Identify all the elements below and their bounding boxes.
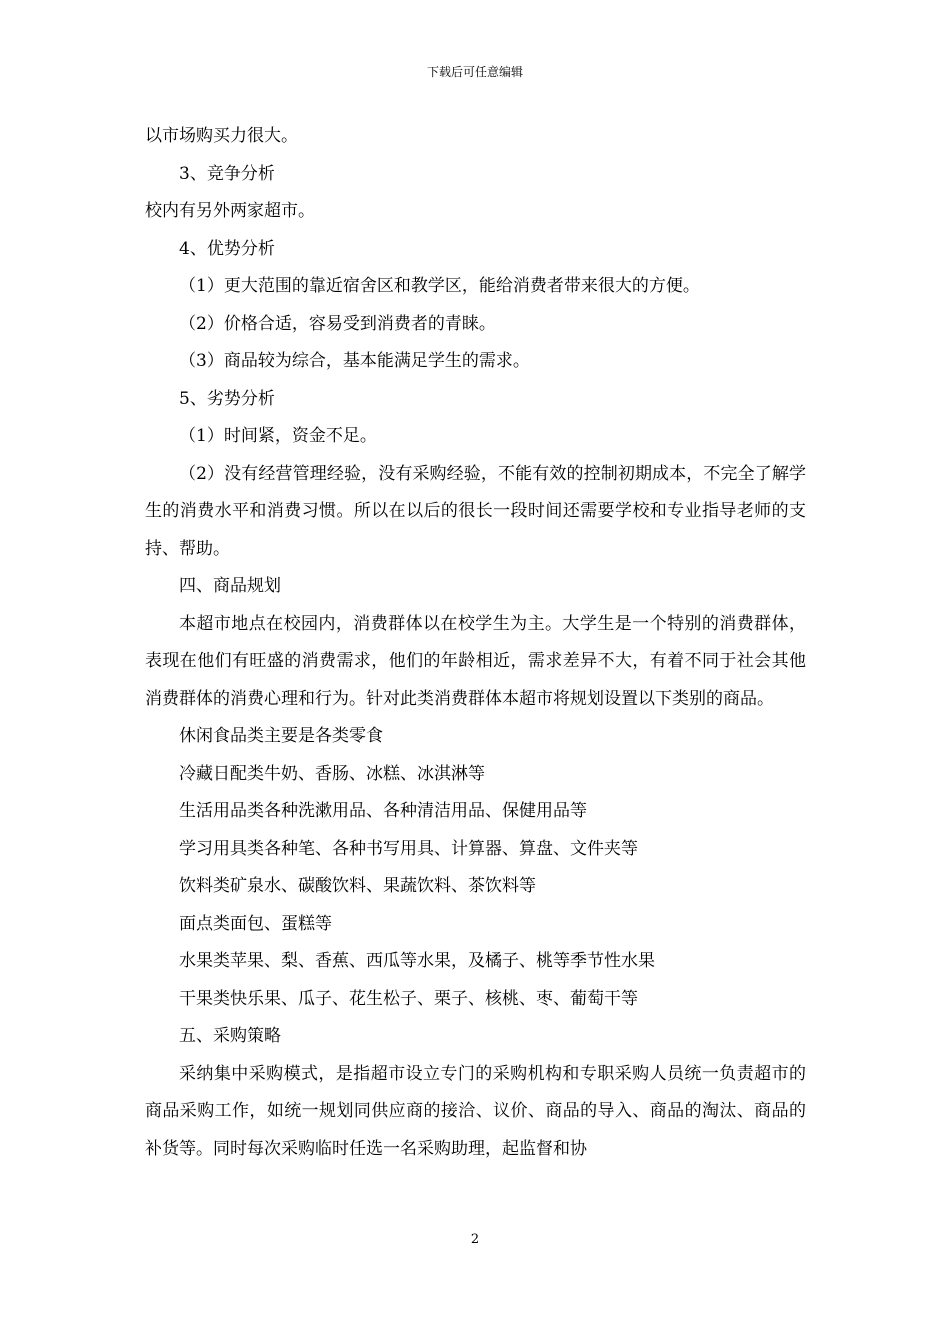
section-heading: 5、劣势分析	[179, 388, 275, 409]
list-item: 干果类快乐果、瓜子、花生松子、栗子、核桃、枣、葡萄干等	[179, 988, 638, 1009]
list-item: 冷藏日配类牛奶、香肠、冰糕、冰淇淋等	[179, 763, 485, 784]
list-item: 面点类面包、蛋糕等	[179, 913, 332, 934]
list-item: （2）价格合适，容易受到消费者的青睐。	[179, 313, 496, 334]
list-item: 学习用具类各种笔、各种书写用具、计算器、算盘、文件夹等	[179, 838, 638, 859]
section-heading: 五、采购策略	[179, 1026, 281, 1046]
list-item: （2）没有经营管理经验，没有采购经验，不能有效的控制初期成本，不完全了解学生的消费水平和消费习惯。所以在以后的很长一段时间还需要学校和专业指导老师的支持、帮助。	[145, 463, 806, 559]
paragraph: 采纳集中采购模式，是指超市设立专门的采购机构和专职采购人员统一负责超市的商品采购工作，如统一规划同供应商的接洽、议价、商品的导入、商品的淘汰、商品的补货等。同时每次采购临时任选一名采购助理，起监督和协	[145, 1063, 806, 1159]
page-number: 2	[470, 1232, 480, 1247]
list-item: 生活用品类各种洗漱用品、各种清洁用品、保健用品等	[179, 801, 587, 821]
page-header: 下载后可任意编辑	[426, 65, 523, 79]
list-item: （1）更大范围的靠近宿舍区和教学区，能给消费者带来很大的方便。	[179, 276, 700, 296]
section-heading: 4、优势分析	[179, 238, 275, 259]
list-item: 水果类苹果、梨、香蕉、西瓜等水果，及橘子、桃等季节性水果	[179, 951, 655, 971]
paragraph: 以市场购买力很大。	[145, 126, 298, 146]
list-item: 休闲食品类主要是各类零食	[179, 726, 383, 746]
document-body	[145, 118, 806, 1168]
list-item: （3）商品较为综合，基本能满足学生的需求。	[179, 351, 530, 371]
section-heading: 3、竞争分析	[179, 163, 275, 184]
paragraph: 校内有另外两家超市。	[145, 201, 315, 221]
list-item: （1）时间紧，资金不足。	[179, 426, 377, 446]
paragraph: 本超市地点在校园内，消费群体以在校学生为主。大学生是一个特别的消费群体，表现在他们有旺盛的消费需求，他们的年龄相近，需求差异不大，有着不同于社会其他消费群体的消费心理和行为。针对此类消费群体本超市将规划设置以下类别的商品。	[145, 613, 806, 709]
section-heading: 四、商品规划	[179, 576, 281, 596]
list-item: 饮料类矿泉水、碳酸饮料、果蔬饮料、茶饮料等	[179, 876, 536, 896]
